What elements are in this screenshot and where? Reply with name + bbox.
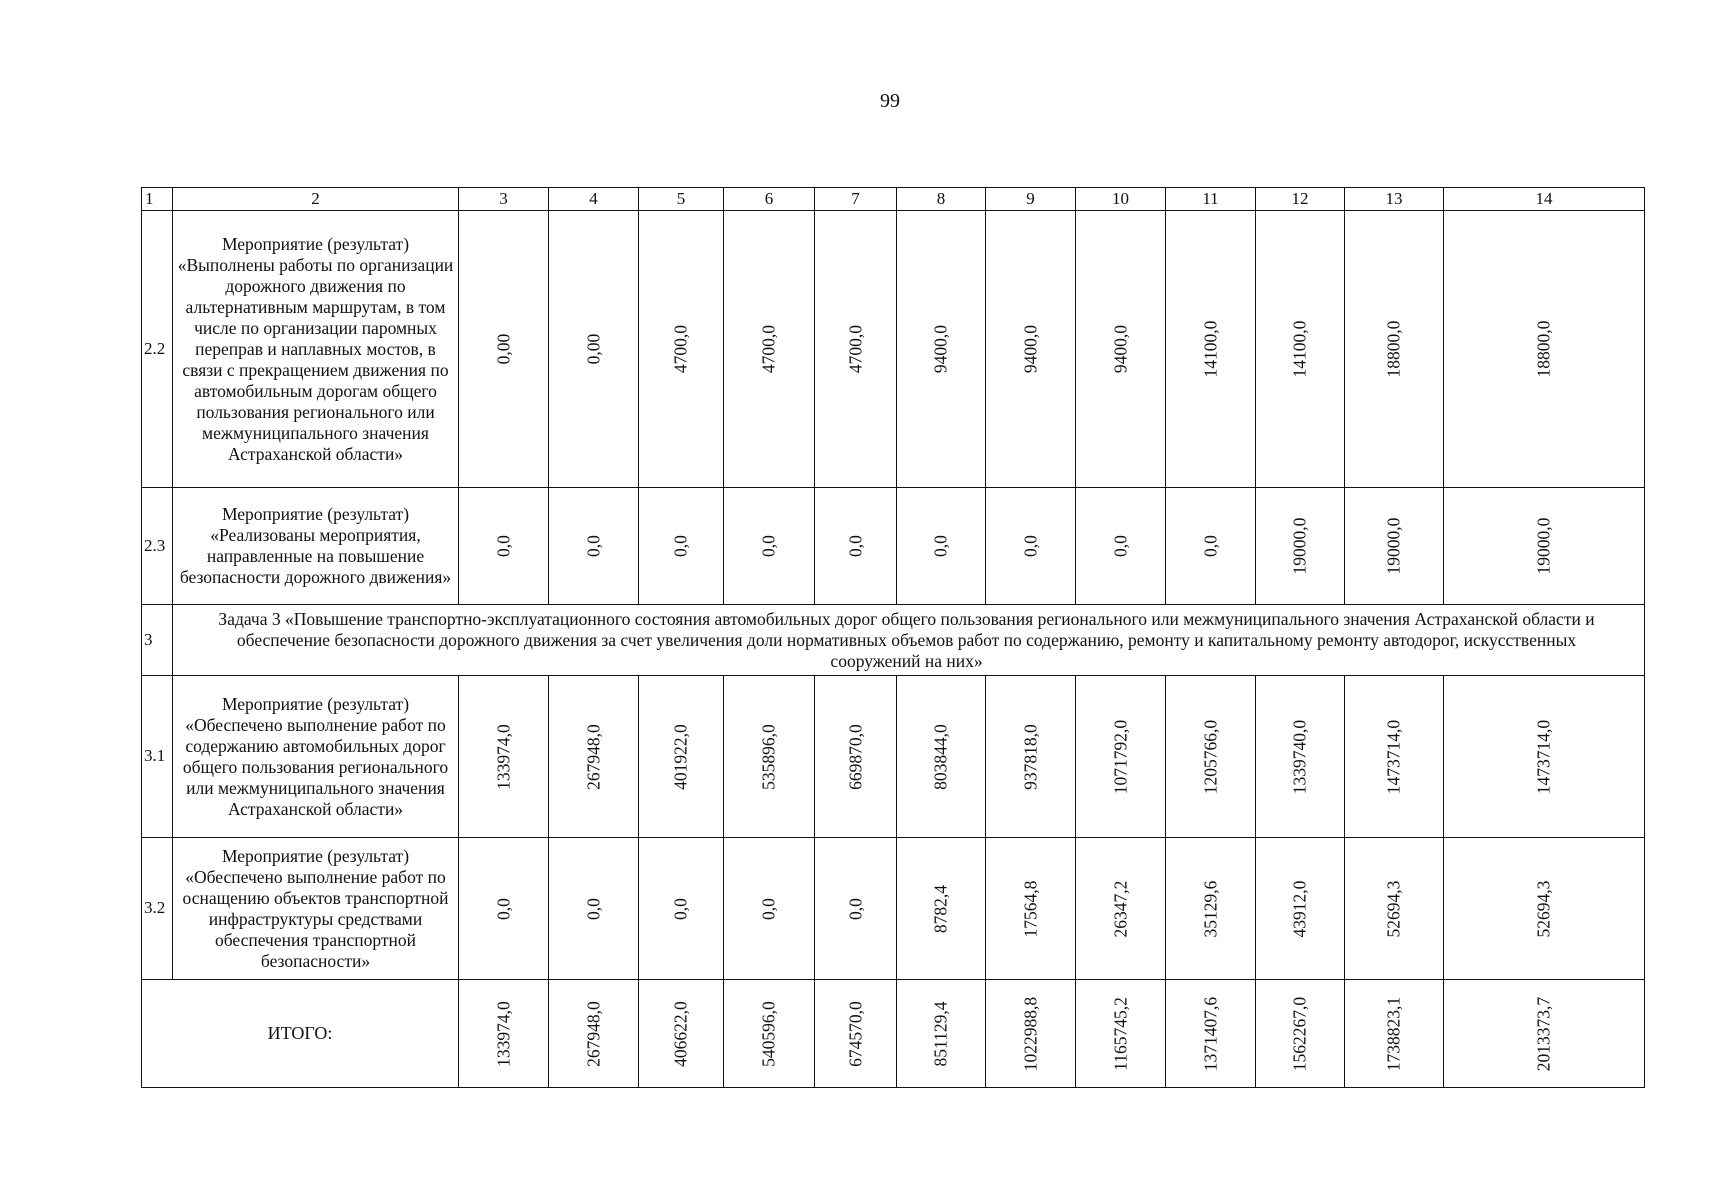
value-cell — [724, 488, 815, 605]
column-header: 8 — [897, 188, 986, 211]
value-text: 17564,8 — [1020, 880, 1040, 937]
page-number: 99 — [880, 90, 900, 112]
value-cell — [459, 488, 549, 605]
value-cell — [1076, 211, 1166, 488]
value-text: 0,0 — [583, 897, 603, 920]
value-text: 52694,3 — [1533, 880, 1554, 937]
value-cell — [549, 838, 639, 980]
value-text: 19000,0 — [1533, 517, 1554, 575]
value-cell — [897, 211, 986, 488]
value-text: 9400,0 — [930, 324, 951, 374]
value-cell — [639, 211, 724, 488]
value-cell — [1444, 838, 1645, 980]
column-header: 5 — [639, 188, 724, 211]
total-value-cell — [1444, 980, 1645, 1088]
value-text: 43912,0 — [1289, 880, 1310, 937]
value-text: 401922,0 — [670, 723, 691, 790]
total-value: 406622,0 — [670, 1000, 691, 1067]
value-text: 0,00 — [583, 333, 603, 365]
total-value-cell — [549, 980, 639, 1088]
value-cell — [1166, 838, 1256, 980]
value-text: 14100,0 — [1289, 320, 1310, 378]
column-header: 11 — [1166, 188, 1256, 211]
column-header: 12 — [1256, 188, 1345, 211]
value-text: 1205766,0 — [1200, 719, 1220, 794]
value-text: 14100,0 — [1200, 320, 1220, 378]
value-text: 4700,0 — [845, 324, 865, 374]
column-header: 13 — [1345, 188, 1444, 211]
value-text: 19000,0 — [1383, 517, 1404, 575]
value-text: 26347,2 — [1110, 880, 1130, 937]
value-text: 0,0 — [758, 897, 779, 920]
total-value: 267948,0 — [583, 1000, 603, 1067]
column-header: 4 — [549, 188, 639, 211]
value-text: 133974,0 — [493, 723, 513, 790]
value-text: 0,0 — [1200, 535, 1220, 557]
value-cell — [815, 488, 897, 605]
value-cell — [1076, 676, 1166, 838]
value-cell — [815, 838, 897, 980]
total-value-cell — [1166, 980, 1256, 1088]
value-cell — [1256, 838, 1345, 980]
value-text: 52694,3 — [1383, 880, 1404, 937]
value-text: 18800,0 — [1533, 320, 1554, 378]
value-text: 0,0 — [583, 535, 603, 557]
row-description: Мероприятие (результат) «Обеспечено выполнение работ по оснащению объектов транспортной инфраструктуры средствами обеспечения транспортной безопасности» — [173, 838, 459, 980]
total-value: 540596,0 — [758, 1000, 779, 1067]
value-cell — [1444, 488, 1645, 605]
task-row — [142, 605, 1645, 676]
total-value: 1165745,2 — [1110, 996, 1130, 1071]
value-text: 0,0 — [670, 535, 691, 557]
total-value-cell — [897, 980, 986, 1088]
total-value: 1738823,1 — [1383, 996, 1404, 1071]
value-text: 9400,0 — [1110, 324, 1130, 374]
total-value-cell — [815, 980, 897, 1088]
value-text: 267948,0 — [583, 723, 603, 790]
total-value-cell — [459, 980, 549, 1088]
total-value: 674570,0 — [845, 1000, 865, 1067]
value-text: 803844,0 — [930, 723, 951, 790]
value-cell — [1256, 211, 1345, 488]
value-text: 0,0 — [1110, 535, 1130, 557]
value-text: 18800,0 — [1383, 320, 1404, 378]
total-value: 1022988,8 — [1020, 996, 1040, 1071]
task-description: Задача 3 «Повышение транспортно-эксплуатационного состояния автомобильных дорог общего пользования регионального или межмуниципального значения Астраханской области и обеспечение безопасности дорожного движения за счет увеличения доли нормативных объемов работ по содержанию, ремонту и капитальному ремонту автодорог, искусственных сооружений на них» — [173, 605, 1645, 676]
value-cell — [724, 211, 815, 488]
column-header: 3 — [459, 188, 549, 211]
value-cell — [1444, 676, 1645, 838]
total-row — [142, 980, 1645, 1088]
total-value-cell — [1256, 980, 1345, 1088]
value-text: 4700,0 — [670, 324, 691, 374]
value-text: 8782,4 — [930, 884, 951, 933]
value-cell — [1345, 211, 1444, 488]
value-text: 0,0 — [493, 897, 513, 920]
value-cell — [639, 488, 724, 605]
table-row — [142, 211, 1645, 488]
value-cell — [986, 838, 1076, 980]
column-header: 9 — [986, 188, 1076, 211]
value-cell — [549, 488, 639, 605]
total-value-cell — [639, 980, 724, 1088]
value-text: 35129,6 — [1200, 880, 1220, 937]
value-cell — [986, 676, 1076, 838]
value-cell — [459, 838, 549, 980]
value-cell — [1345, 676, 1444, 838]
row-description: Мероприятие (результат) «Обеспечено выполнение работ по содержанию автомобильных дорог общего пользования регионального или межмуниципального значения Астраханской области» — [173, 676, 459, 838]
value-text: 0,0 — [845, 535, 865, 557]
total-value: 2013373,7 — [1533, 996, 1554, 1071]
total-value: 851129,4 — [930, 1001, 951, 1066]
value-cell — [459, 211, 549, 488]
table-row — [142, 838, 1645, 980]
row-number: 3.1 — [142, 676, 173, 838]
total-value-cell — [1345, 980, 1444, 1088]
value-cell — [1166, 211, 1256, 488]
value-cell — [1166, 488, 1256, 605]
value-cell — [1256, 676, 1345, 838]
total-label: ИТОГО: — [142, 980, 459, 1088]
value-text: 0,0 — [493, 535, 513, 557]
row-number: 2.3 — [142, 488, 173, 605]
value-cell — [459, 676, 549, 838]
value-cell — [639, 676, 724, 838]
total-value-cell — [724, 980, 815, 1088]
row-number: 3.2 — [142, 838, 173, 980]
value-cell — [986, 211, 1076, 488]
column-header: 2 — [173, 188, 459, 211]
column-header: 7 — [815, 188, 897, 211]
value-cell — [897, 676, 986, 838]
value-cell — [1076, 488, 1166, 605]
value-text: 1473714,0 — [1383, 719, 1404, 794]
total-value: 1371407,6 — [1200, 996, 1220, 1071]
value-text: 669870,0 — [845, 723, 865, 790]
data-table — [141, 187, 1645, 1088]
value-text: 1339740,0 — [1289, 719, 1310, 794]
value-text: 0,0 — [1020, 535, 1040, 557]
value-cell — [724, 838, 815, 980]
value-cell — [897, 488, 986, 605]
value-cell — [1345, 488, 1444, 605]
value-text: 0,0 — [845, 897, 865, 920]
value-cell — [1345, 838, 1444, 980]
column-header: 1 — [142, 188, 173, 211]
total-value: 1562267,0 — [1289, 996, 1310, 1071]
value-cell — [549, 211, 639, 488]
value-cell — [1076, 838, 1166, 980]
value-text: 9400,0 — [1020, 324, 1040, 374]
value-cell — [639, 838, 724, 980]
value-text: 535896,0 — [758, 723, 779, 790]
value-cell — [549, 676, 639, 838]
row-description: Мероприятие (результат) «Выполнены работы по организации дорожного движения по альтернативным маршрутам, в том числе по организации паромных переправ и наплавных мостов, в связи с прекращением движения по автомобильным дорогам общего пользования регионального или межмуниципального значения Астраханской области» — [173, 211, 459, 488]
value-text: 1473714,0 — [1533, 719, 1554, 794]
value-cell — [724, 676, 815, 838]
row-description: Мероприятие (результат) «Реализованы мероприятия, направленные на повышение безопасности дорожного движения» — [173, 488, 459, 605]
value-text: 937818,0 — [1020, 723, 1040, 790]
value-cell — [1444, 211, 1645, 488]
value-text: 19000,0 — [1289, 517, 1310, 575]
total-value-cell — [986, 980, 1076, 1088]
table-row — [142, 488, 1645, 605]
value-cell — [986, 488, 1076, 605]
total-value: 133974,0 — [493, 1000, 513, 1067]
value-text: 0,0 — [930, 535, 951, 557]
row-number: 2.2 — [142, 211, 173, 488]
column-header: 10 — [1076, 188, 1166, 211]
value-cell — [815, 211, 897, 488]
value-text: 0,0 — [670, 897, 691, 920]
value-cell — [897, 838, 986, 980]
value-text: 0,0 — [758, 535, 779, 557]
table-row — [142, 676, 1645, 838]
value-text: 4700,0 — [758, 324, 779, 374]
row-number: 3 — [142, 605, 173, 676]
value-text: 0,00 — [493, 333, 513, 365]
column-header: 14 — [1444, 188, 1645, 211]
total-value-cell — [1076, 980, 1166, 1088]
value-cell — [1166, 676, 1256, 838]
column-header: 6 — [724, 188, 815, 211]
header-row — [142, 188, 1645, 211]
value-text: 1071792,0 — [1110, 719, 1130, 794]
value-cell — [1256, 488, 1345, 605]
value-cell — [815, 676, 897, 838]
